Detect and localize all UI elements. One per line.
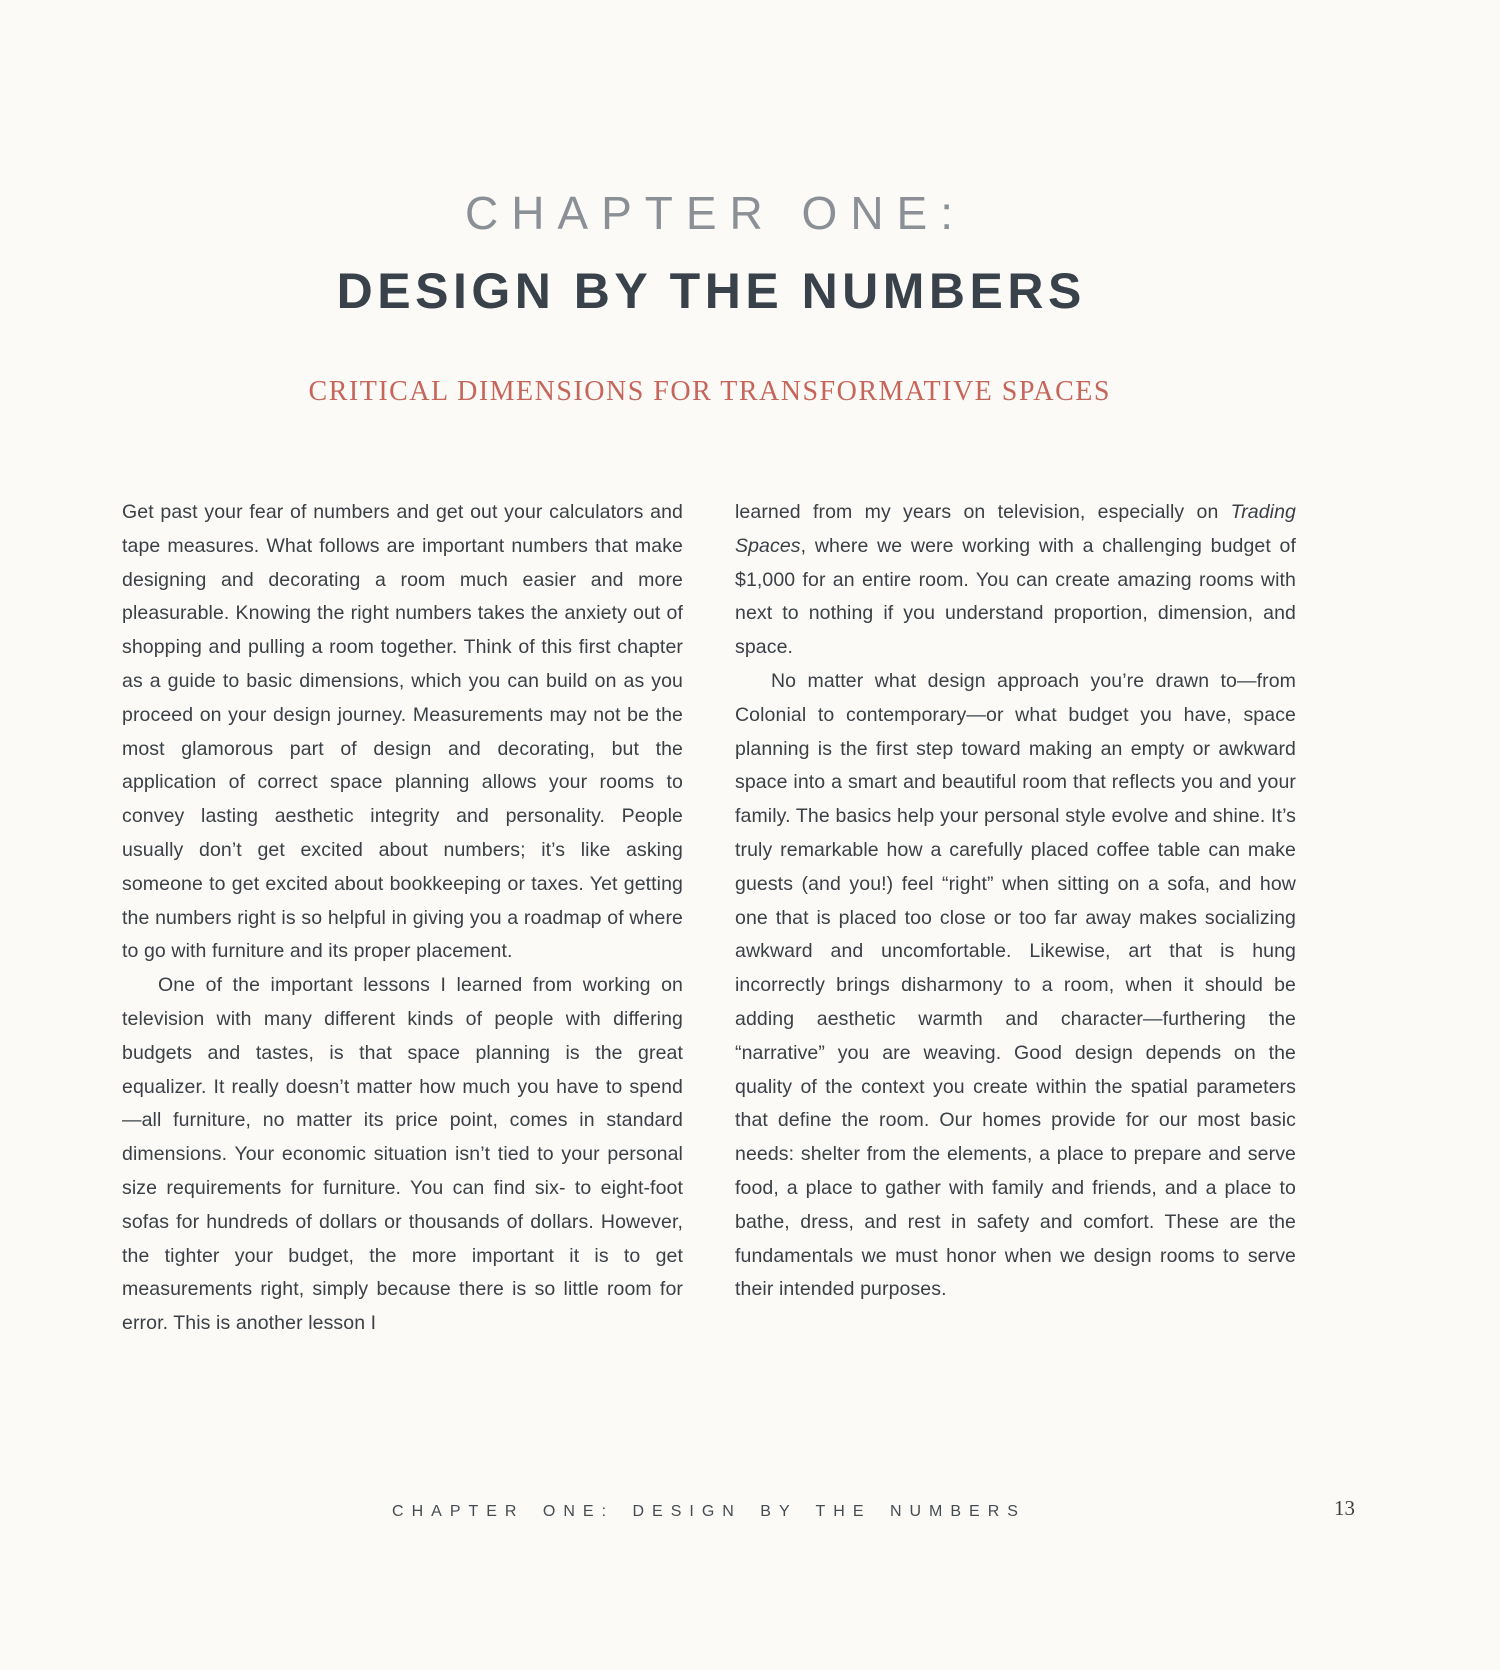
body-column-right — [735, 496, 1296, 1341]
chapter-kicker: CHAPTER ONE: — [464, 187, 967, 239]
italic-text-segment: Trading Spaces — [735, 501, 1296, 557]
body-column-left — [122, 496, 683, 1341]
chapter-header — [122, 0, 1296, 406]
text-segment: Get past your fear of numbers and get out your calculators and tape measures. What follows are important numbers that make designing and decorating a room much easier and more pleasurable. Knowing the right numbers takes the anxiety out of shopping and pulling a room together. Think of this first chapter as a guide to basic dimensions, which you can build on as you proceed on your design journey. Measurements may not be the most glamorous part of design and decorating, but the application of correct space planning allows your rooms to convey lasting aesthetic integrity and personality. People usually don’t get excited about numbers; it’s like asking someone to get excited about bookkeeping or taxes. Yet getting the numbers right is so helpful in giving you a roadmap of where to go with furniture and its proper placement. — [122, 501, 683, 963]
paragraph — [735, 665, 1296, 1307]
page-number: 13 — [1334, 1496, 1355, 1520]
running-footer: CHAPTER ONE: DESIGN BY THE NUMBERS — [392, 1503, 1026, 1520]
paragraph — [122, 969, 683, 1341]
text-segment: learned from my years on television, especially on — [735, 501, 1231, 523]
chapter-title: DESIGN BY THE NUMBERS — [336, 263, 1086, 319]
text-segment: One of the important lessons I learned from working on television with many different kinds of people with differing budgets and tastes, is that space planning is the great equalizer. It really doesn’t matter how much you have to spend—all furniture, no matter its price point, comes in standard dimensions. Your economic situation isn’t tied to your personal size requirements for furniture. You can find six- to eight-foot sofas for hundreds of dollars or thousands of dollars. However, the tighter your budget, the more important it is to get measurements right, simply because there is so little room for error. This is another lesson I — [122, 974, 683, 1335]
paragraph — [735, 496, 1296, 665]
text-segment: , where we were working with a challenging budget of $1,000 for an entire room. You can create amazing rooms with next to nothing if you understand proportion, dimension, and space. — [735, 534, 1296, 659]
paragraph — [122, 496, 683, 969]
body-columns — [122, 496, 1296, 1341]
text-segment: No matter what design approach you’re drawn to—from Colonial to contemporary—or what budget you have, space planning is the first step toward making an empty or awkward space into a smart and beautiful room that reflects you and your family. The basics help your personal style evolve and shine. It’s truly remarkable how a carefully placed coffee table can make guests (and you!) feel “right” when sitting on a sofa, and how one that is placed too close or too far away makes socializing awkward and uncomfortable. Likewise, art that is hung incorrectly brings disharmony to a room, when it should be adding aesthetic warmth and character—furthering the “narrative” you are weaving. Good design depends on the quality of the context you create within the spatial parameters that define the room. Our homes provide for our most basic needs: shelter from the elements, a place to prepare and serve food, a place to gather with family and friends, and a place to bathe, dress, and rest in safety and comfort. These are the fundamentals we must honor when we design rooms to serve their intended purposes. — [735, 669, 1296, 1301]
chapter-subtitle: CRITICAL DIMENSIONS FOR TRANSFORMATIVE SPACES — [308, 376, 1111, 407]
